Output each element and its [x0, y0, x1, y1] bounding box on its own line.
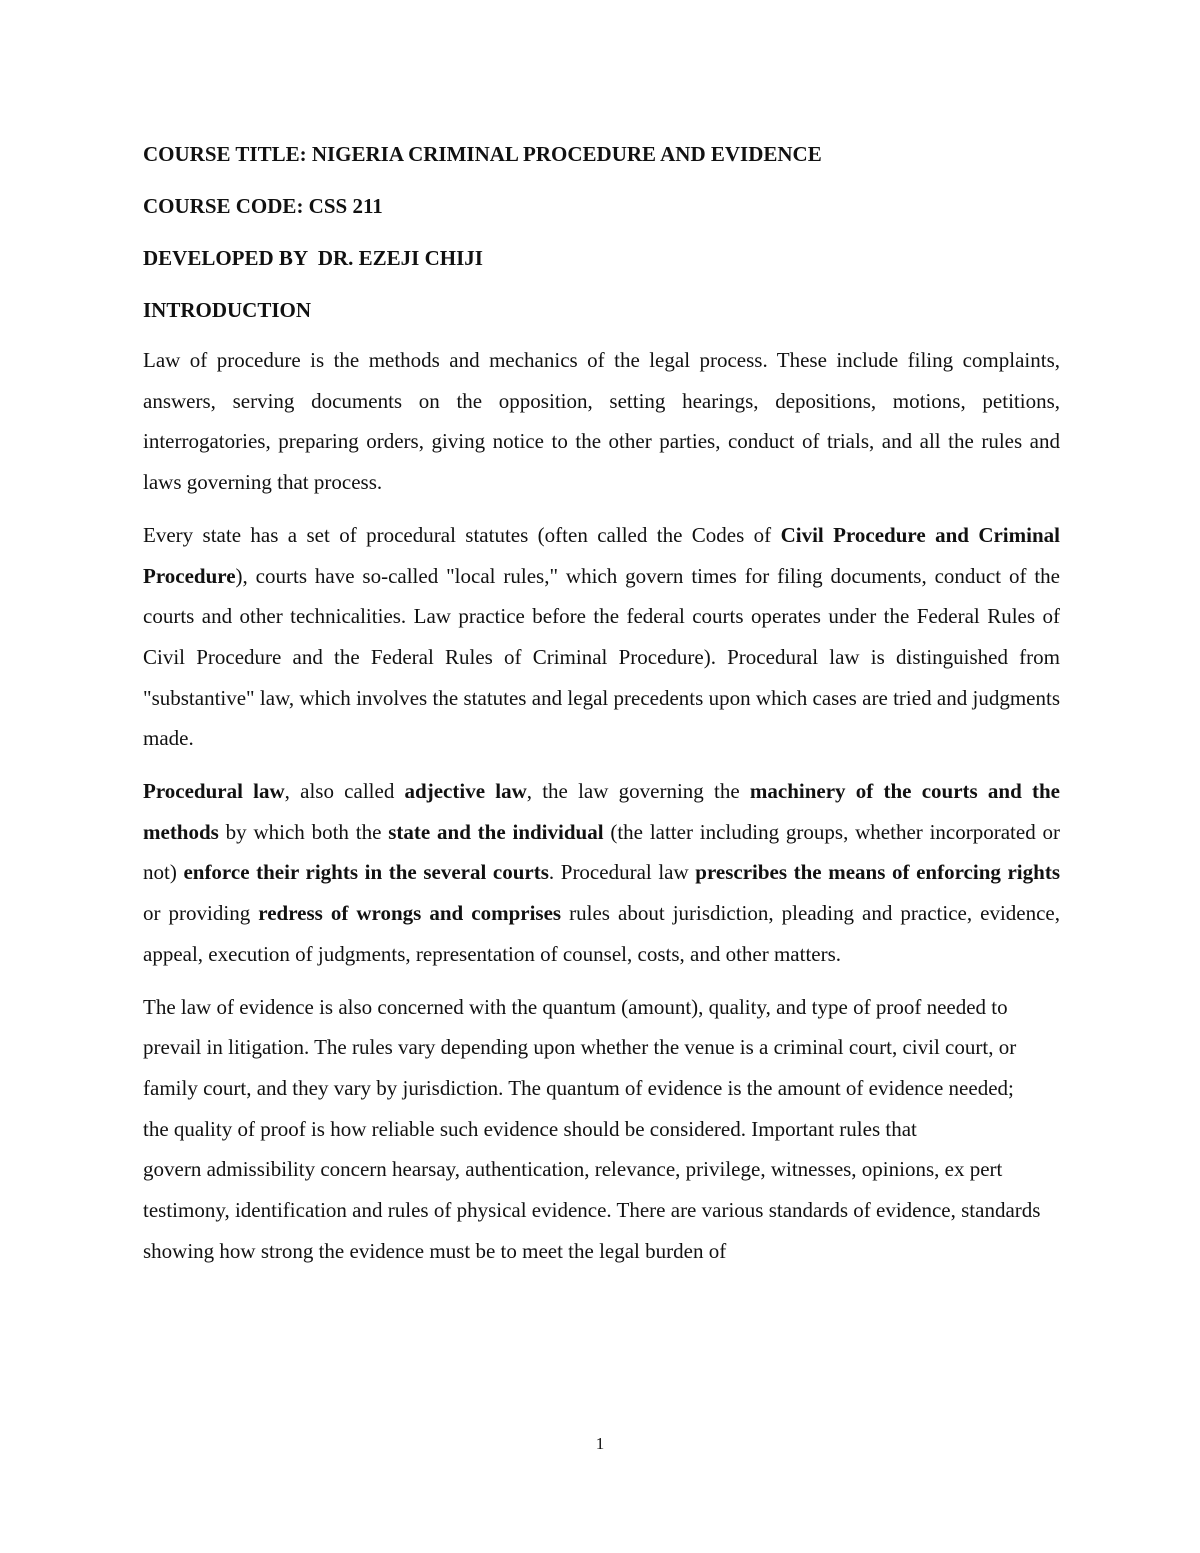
- p3-bold-7: redress of wrongs and comprises: [258, 901, 562, 926]
- p3-text-2: , the law governing the: [526, 779, 750, 804]
- p3-bold-6: prescribes the means of enforcing rights: [695, 860, 1060, 885]
- introduction-heading: INTRODUCTION: [143, 298, 312, 322]
- paragraph-law-of-evidence: The law of evidence is also concerned with the quantum (amount), quality, and type of proof needed to prevail in litigation. The rules vary depending upon whether the venue is a criminal court, civil court, or family court, and they vary by jurisdiction. The quantum of evidence is the amount of evidence needed; the quality of proof is how reliable such evidence should be considered. Important rules that: [143, 994, 1017, 1141]
- p3-text-3: by which both the: [218, 819, 389, 844]
- paragraph-procedural-statutes: [143, 515, 1060, 759]
- p2-text-1: Every state has a set of procedural statutes (often called the Codes of: [143, 522, 781, 547]
- course-title: COURSE TITLE: NIGERIA CRIMINAL PROCEDURE AND EVIDENCE: [143, 142, 822, 166]
- p3-bold-2: adjective law: [404, 779, 527, 804]
- p3-bold-3: machinery of the courts and the methods: [143, 779, 1060, 844]
- course-code: COURSE CODE: CSS 211: [143, 194, 383, 218]
- p3-text-6: or providing: [143, 901, 259, 926]
- p3-bold-1: Procedural law: [143, 779, 285, 804]
- p3-text-7: rules about jurisdiction, pleading and practice, evidence, appeal, execution of judgments, representation of counsel, costs, and other matters.: [143, 901, 1060, 966]
- p2-text-2: ), courts have so-called "local rules," which govern times for filing documents, conduct of the courts and other technicalities. Law practice before the federal courts operates under the Federal Rules of Civil Procedure and the Federal Rules of Criminal Procedure). Procedural law is distinguished from "substantive" law, which involves the statutes and legal precedents upon which cases are tried and judgments made.: [143, 563, 1060, 751]
- paragraph-law-of-procedure: Law of procedure is the methods and mechanics of the legal process. These include filing complaints, answers, serving documents on the opposition, setting hearings, depositions, motions, petitions, interrogatories, preparing orders, giving notice to the other parties, conduct of trials, and all the rules and laws governing that process.: [143, 348, 1060, 495]
- page-number: 1: [595, 1434, 605, 1453]
- p3-text-5: . Procedural law: [548, 860, 696, 885]
- p3-bold-4: state and the individual: [388, 819, 604, 844]
- p3-bold-5: enforce their rights in the several courts: [183, 860, 549, 885]
- paragraph-admissibility: govern admissibility concern hearsay, authentication, relevance, privilege, witnesses, opinions, ex pert testimony, identification and rules of physical evidence. There are various standards of evidence, standards showing how strong the evidence must be to meet the legal burden of: [143, 1157, 1041, 1263]
- p2-bold-1: Civil Procedure and Criminal Procedure: [143, 522, 1060, 588]
- paragraph-procedural-law: [143, 771, 1060, 975]
- p3-text-4: (the latter including groups, whether incorporated or not): [143, 819, 1060, 885]
- developed-by: DEVELOPED BY DR. EZEJI CHIJI: [143, 246, 483, 270]
- p3-text-1: , also called: [284, 779, 405, 804]
- document-body: [143, 138, 1060, 1283]
